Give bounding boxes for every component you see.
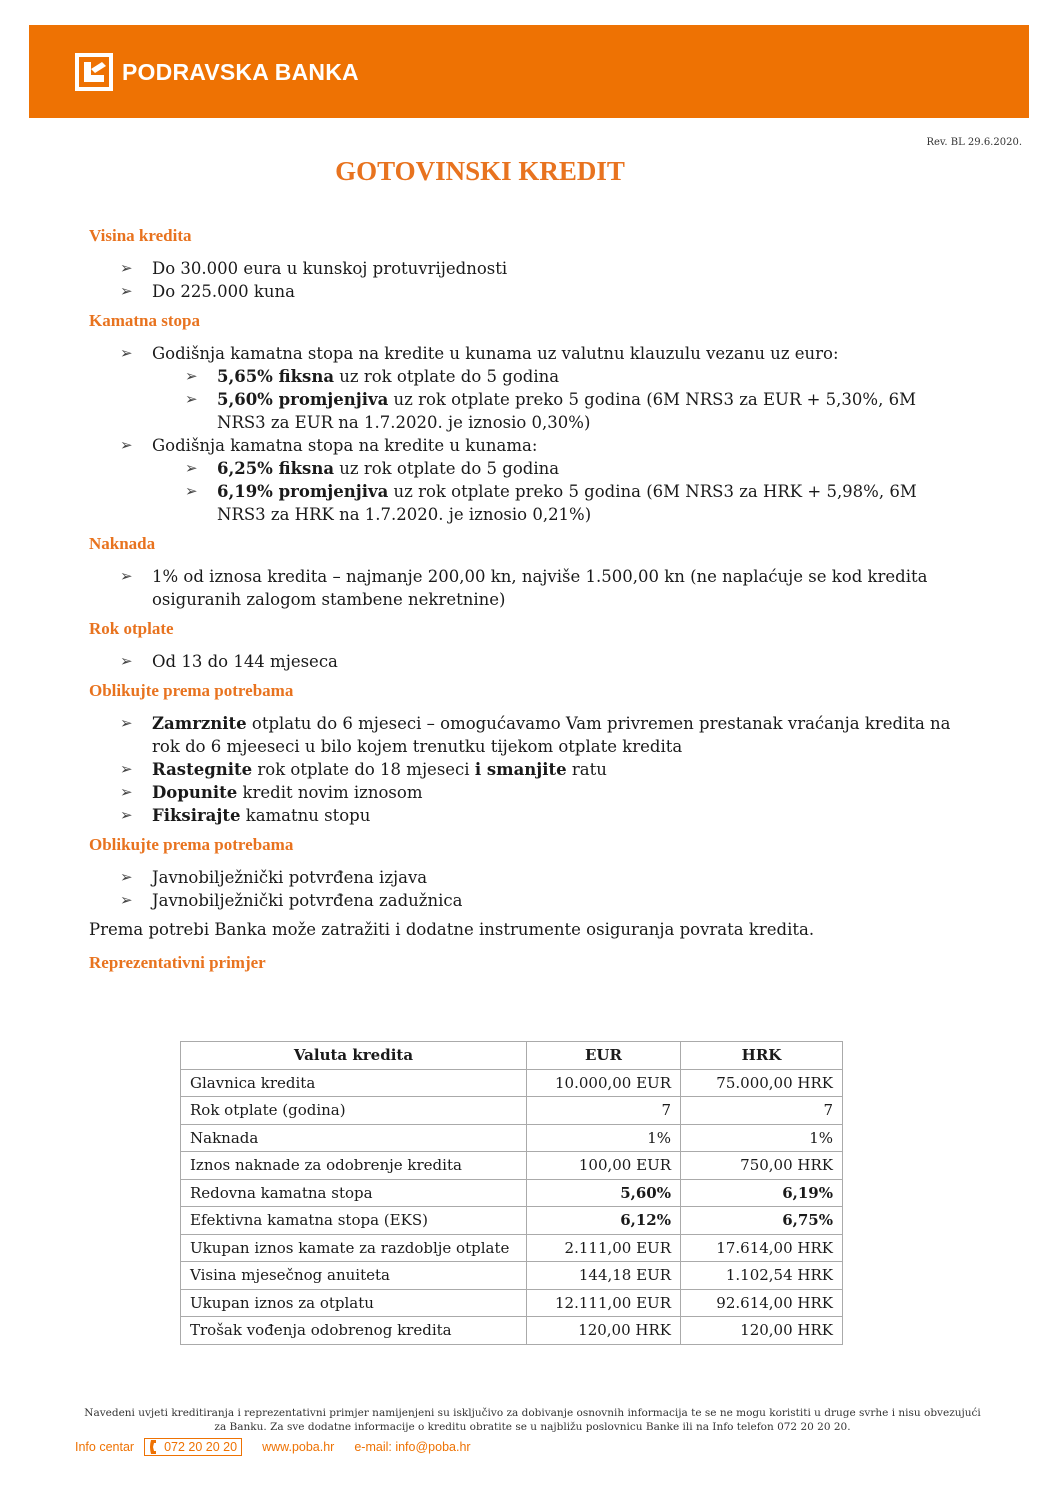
table-cell: Efektivna kamatna stopa (EKS) (181, 1207, 527, 1235)
revision-note: Rev. BL 29.6.2020. (926, 137, 1022, 148)
section-osiguranje (89, 833, 969, 912)
table-cell: Trošak vođenja odobrenog kredita (181, 1317, 527, 1345)
table-cell: 120,00 HRK (527, 1317, 681, 1345)
table-cell: 100,00 EUR (527, 1152, 681, 1180)
table-cell: 75.000,00 HRK (681, 1069, 843, 1097)
list-item: ➢ Javnobilježnički potvrđena izjava (120, 868, 428, 887)
table-cell: 1.102,54 HRK (681, 1262, 843, 1290)
security-note: Prema potrebi Banka može zatražiti i dodatne instrumente osiguranja povrata kredita. (89, 920, 815, 939)
section-naknada (89, 532, 969, 611)
phone-icon (149, 1440, 158, 1454)
table-cell: 6,19% (681, 1179, 843, 1207)
table-cell: 6,12% (527, 1207, 681, 1235)
table-cell: 92.614,00 HRK (681, 1289, 843, 1317)
section-heading: Visina kredita (89, 226, 192, 245)
info-center-label: Info centar (75, 1440, 135, 1454)
header-banner (29, 25, 1029, 118)
section-oblikujte (89, 679, 969, 827)
table-cell: 7 (681, 1097, 843, 1125)
arrow-bullet-icon: ➢ (120, 344, 133, 362)
list-item: ➢ 1% od iznosa kredita – najmanje 200,00 kn, najviše 1.500,00 kn (ne naplaćuje se kod kredita osiguranih zalogom stambene nekretnine) (120, 567, 928, 609)
table-cell: 2.111,00 EUR (527, 1234, 681, 1262)
list-item: ➢ Do 30.000 eura u kunskoj protuvrijednosti (120, 259, 508, 278)
table-row (181, 1097, 843, 1125)
table-row (181, 1262, 843, 1290)
list-item: ➢ 5,65% fiksna uz rok otplate do 5 godina (185, 367, 560, 386)
table-cell: 10.000,00 EUR (527, 1069, 681, 1097)
table-cell: Naknada (181, 1124, 527, 1152)
table-cell: Glavnica kredita (181, 1069, 527, 1097)
table-cell: Ukupan iznos za otplatu (181, 1289, 527, 1317)
table-row (181, 1207, 843, 1235)
table-cell: 17.614,00 HRK (681, 1234, 843, 1262)
table-row (181, 1234, 843, 1262)
list-item: ➢ Godišnja kamatna stopa na kredite u kunama: (120, 436, 538, 455)
table-cell: Redovna kamatna stopa (181, 1179, 527, 1207)
list-item: ➢ 6,25% fiksna uz rok otplate do 5 godina (185, 459, 560, 478)
disclaimer-footnote: Navedeni uvjeti kreditiranja i reprezentativni primjer namijenjeni su isključivo za dobivanje osnovnih informacija te se ne mogu koristiti u druge svrhe i nisu obvezujući za Banku. Za sve dodatne informacije o kreditu obratite se u najbližu poslovnicu Banke ili na Info telefon 072 20 20 20. (84, 1407, 981, 1433)
section-heading: Kamatna stopa (89, 311, 200, 330)
arrow-bullet-icon: ➢ (185, 459, 198, 477)
table-row (181, 1317, 843, 1345)
section-heading: Naknada (89, 534, 156, 553)
list-item: ➢ Do 225.000 kuna (120, 282, 295, 301)
arrow-bullet-icon: ➢ (120, 567, 133, 585)
arrow-bullet-icon: ➢ (185, 367, 198, 385)
table-header-cell: HRK (681, 1042, 843, 1070)
arrow-bullet-icon: ➢ (120, 282, 133, 300)
bank-name: PODRAVSKA BANKA (122, 58, 359, 85)
section-heading: Oblikujte prema potrebama (89, 835, 294, 854)
table-cell: 750,00 HRK (681, 1152, 843, 1180)
arrow-bullet-icon: ➢ (185, 390, 198, 408)
table-cell: 5,60% (527, 1179, 681, 1207)
table-header-cell: EUR (527, 1042, 681, 1070)
email-link[interactable]: e-mail: info@poba.hr (354, 1440, 471, 1454)
table-header-row (181, 1042, 843, 1070)
phone-box (144, 1438, 242, 1456)
table-row (181, 1179, 843, 1207)
section-rok (89, 617, 969, 673)
table-cell: 120,00 HRK (681, 1317, 843, 1345)
list-item: ➢ Zamrznite otplatu do 6 mjeseci – omogućavamo Vam privremen prestanak vraćanja kredita na rok do 6 mjeeseci u bilo kojem trenutku tijekom otplate kredita (120, 714, 951, 756)
list-item: ➢ 6,19% promjenjiva uz rok otplate preko 5 godina (6M NRS3 za HRK + 5,98%, 6M NRS3 za HRK na 1.7.2020. je iznosio 0,21%) (185, 482, 917, 524)
phone-number[interactable]: 072 20 20 20 (164, 1440, 238, 1454)
table-cell: 6,75% (681, 1207, 843, 1235)
section-heading: Oblikujte prema potrebama (89, 681, 294, 700)
list-item: ➢ Dopunite kredit novim iznosom (120, 783, 423, 802)
list-item: ➢ Od 13 do 144 mjeseca (120, 652, 338, 671)
table-cell: Visina mjesečnog anuiteta (181, 1262, 527, 1290)
table-row (181, 1152, 843, 1180)
arrow-bullet-icon: ➢ (120, 891, 133, 909)
list-item: ➢ 5,60% promjenjiva uz rok otplate preko 5 godina (6M NRS3 za EUR + 5,30%, 6M NRS3 za EUR na 1.7.2020. je iznosio 0,30%) (185, 390, 916, 432)
table-header-cell: Valuta kredita (181, 1042, 527, 1070)
table-row (181, 1124, 843, 1152)
table-cell: 1% (527, 1124, 681, 1152)
section-heading-primjer: Reprezentativni primjer (89, 953, 266, 972)
table-cell: 1% (681, 1124, 843, 1152)
section-kamatna (89, 309, 969, 526)
list-item: ➢ Rastegnite rok otplate do 18 mjeseci i smanjite ratu (120, 760, 607, 779)
section-heading: Rok otplate (89, 619, 174, 638)
arrow-bullet-icon: ➢ (120, 714, 133, 732)
table-cell: 12.111,00 EUR (527, 1289, 681, 1317)
document-body (89, 224, 969, 974)
table-row (181, 1289, 843, 1317)
table-cell: Iznos naknade za odobrenje kredita (181, 1152, 527, 1180)
footer-contact (75, 1436, 491, 1458)
table-cell: 144,18 EUR (527, 1262, 681, 1290)
page-title: GOTOVINSKI KREDIT (335, 156, 625, 186)
arrow-bullet-icon: ➢ (120, 436, 133, 454)
table-row (181, 1069, 843, 1097)
arrow-bullet-icon: ➢ (185, 482, 198, 500)
arrow-bullet-icon: ➢ (120, 806, 133, 824)
arrow-bullet-icon: ➢ (120, 652, 133, 670)
arrow-bullet-icon: ➢ (120, 868, 133, 886)
representative-example-table (180, 1041, 843, 1345)
arrow-bullet-icon: ➢ (120, 760, 133, 778)
table-cell: Rok otplate (godina) (181, 1097, 527, 1125)
podravska-banka-logo-icon (75, 53, 113, 91)
arrow-bullet-icon: ➢ (120, 259, 133, 277)
arrow-bullet-icon: ➢ (120, 783, 133, 801)
list-item: ➢ Fiksirajte kamatnu stopu (120, 806, 371, 825)
table-cell: 7 (527, 1097, 681, 1125)
section-visina (89, 224, 969, 303)
list-item: ➢ Javnobilježnički potvrđena zadužnica (120, 891, 463, 910)
bank-logo (75, 52, 359, 92)
table-cell: Ukupan iznos kamate za razdoblje otplate (181, 1234, 527, 1262)
list-item: ➢ Godišnja kamatna stopa na kredite u kunama uz valutnu klauzulu vezanu uz euro: (120, 344, 839, 363)
website-link[interactable]: www.poba.hr (262, 1440, 335, 1454)
